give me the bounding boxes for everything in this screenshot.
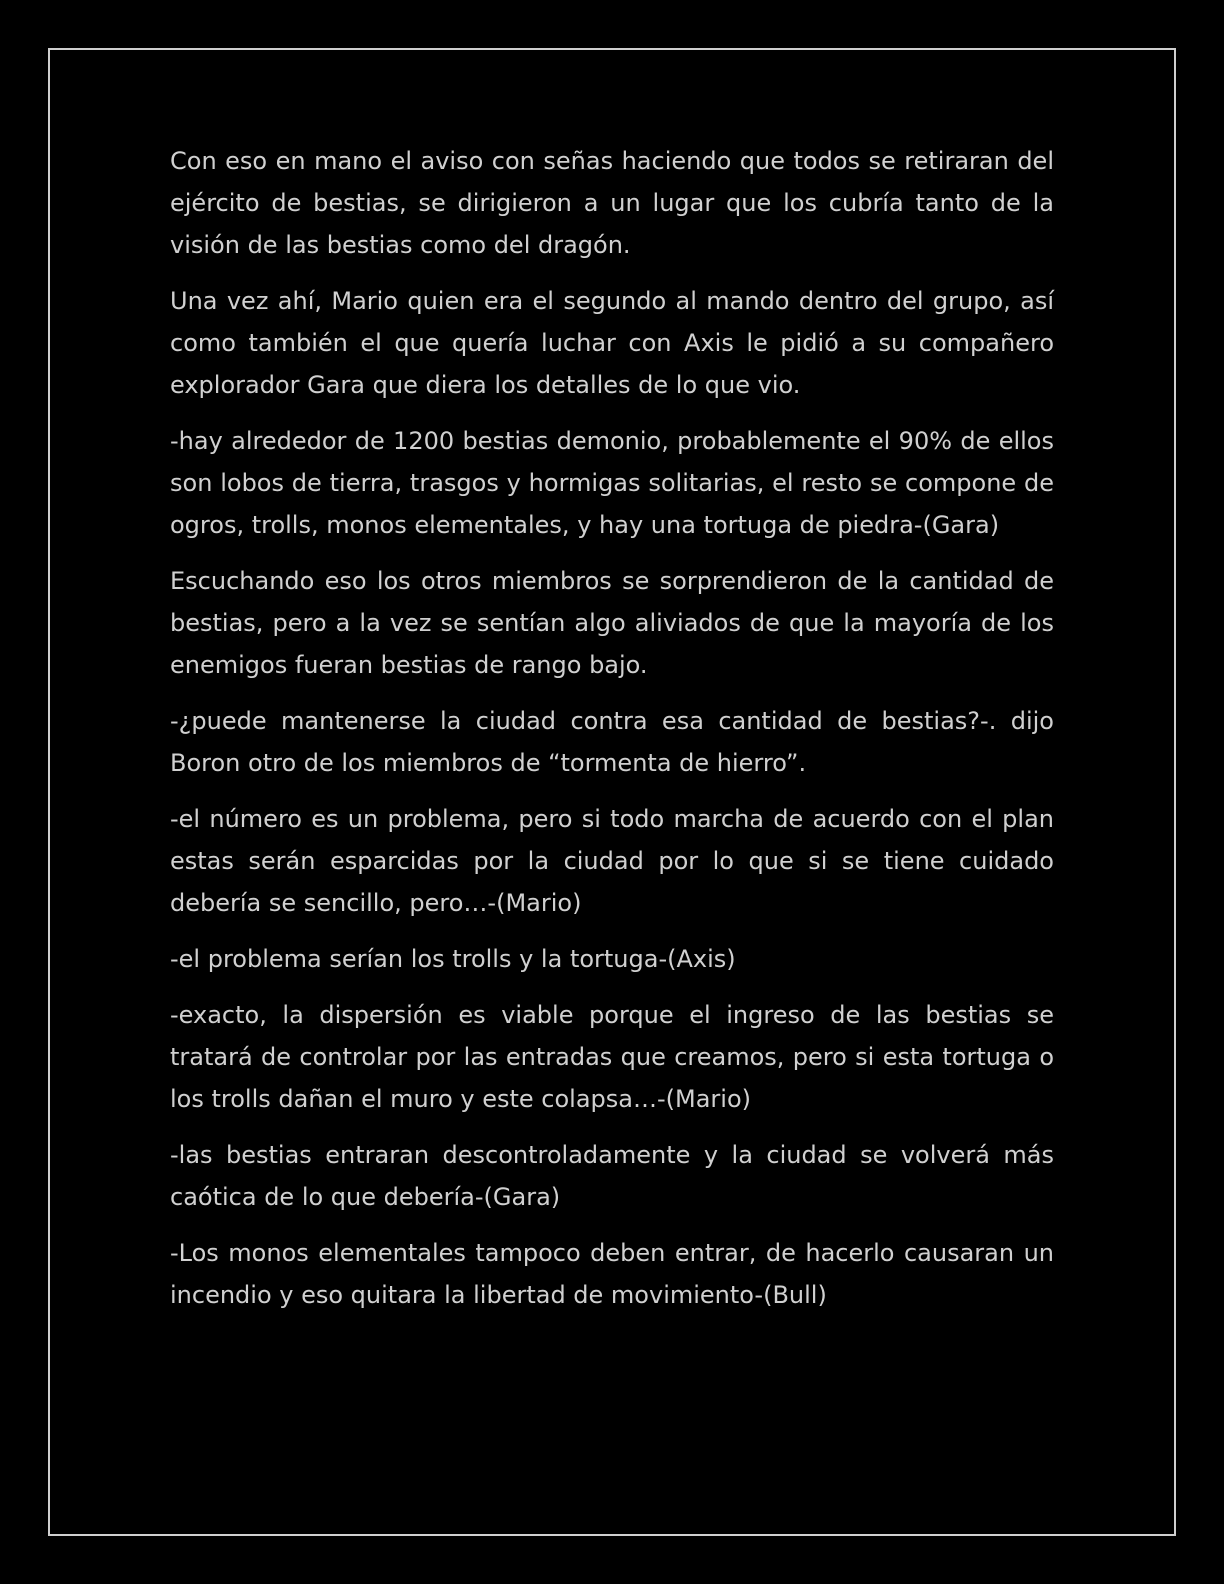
paragraph-4: Escuchando eso los otros miembros se sorprendieron de la cantidad de bestias, pero a la vez se sentían algo aliviados de que la mayoría de los enemigos fueran bestias de rango bajo. xyxy=(170,567,1054,679)
paragraph-1: Con eso en mano el aviso con señas haciendo que todos se retiraran del ejército de bestias, se dirigieron a un lugar que los cubría tanto de la visión de las bestias como del dragón. xyxy=(170,147,1054,259)
paragraph-7: -el problema serían los trolls y la tortuga-(Axis) xyxy=(170,945,736,973)
paragraph-5: -¿puede mantenerse la ciudad contra esa cantidad de bestias?-. dijo Boron otro de los miembros de “tormenta de hierro”. xyxy=(170,707,1054,777)
document-body xyxy=(170,140,1054,1330)
paragraph-6: -el número es un problema, pero si todo marcha de acuerdo con el plan estas serán esparcidas por la ciudad por lo que si se tiene cuidado debería se sencillo, pero…-(Mario) xyxy=(170,805,1054,917)
paragraph-8: -exacto, la dispersión es viable porque el ingreso de las bestias se tratará de controlar por las entradas que creamos, pero si esta tortuga o los trolls dañan el muro y este colapsa…-(Mario) xyxy=(170,1001,1054,1113)
paragraph-10: -Los monos elementales tampoco deben entrar, de hacerlo causaran un incendio y eso quitara la libertad de movimiento-(Bull) xyxy=(170,1239,1054,1309)
paragraph-2: Una vez ahí, Mario quien era el segundo al mando dentro del grupo, así como también el que quería luchar con Axis le pidió a su compañero explorador Gara que diera los detalles de lo que vio. xyxy=(170,287,1054,399)
paragraph-3: -hay alrededor de 1200 bestias demonio, probablemente el 90% de ellos son lobos de tierra, trasgos y hormigas solitarias, el resto se compone de ogros, trolls, monos elementales, y hay una tortuga de piedra-(Gara) xyxy=(170,427,1054,539)
paragraph-9: -las bestias entraran descontroladamente y la ciudad se volverá más caótica de lo que debería-(Gara) xyxy=(170,1141,1054,1211)
